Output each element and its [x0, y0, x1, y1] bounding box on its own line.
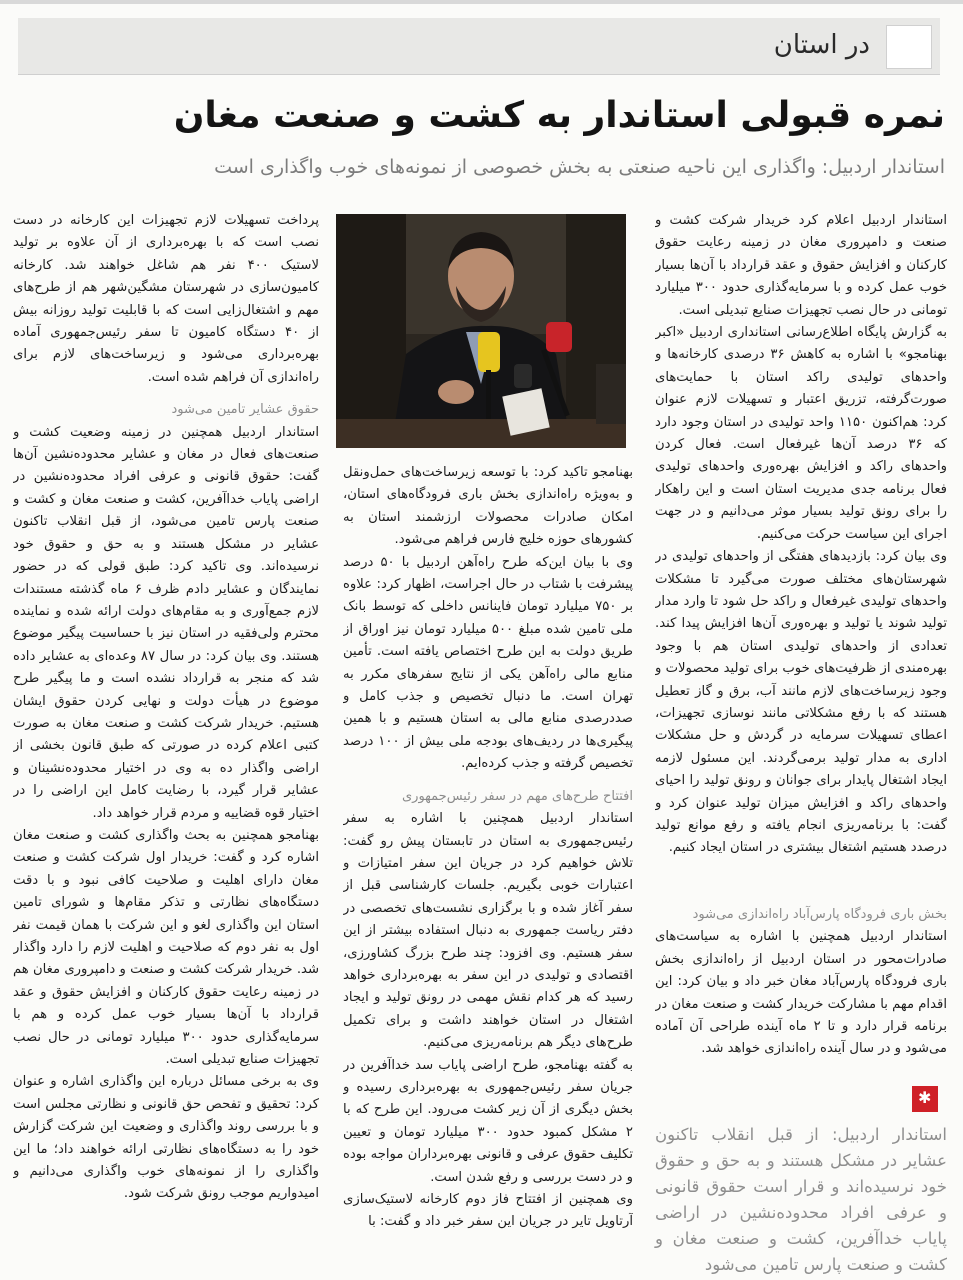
paragraph: به گزارش پایگاه اطلاع‌رسانی استانداری اردبیل «اکبر بهنامجو» با اشاره به کاهش ۳۶ درصدی کارخانه‌ها و واحدهای تولیدی راکد استان با حمایت‌های صورت‌گرفته، تزریق اعتبار و تسهیلات لازم عنوان کرد: هم‌اکنون ۱۱۵۰ واحد تولیدی در استان وجود دارد که ۳۶ درصد آن‌ها غیرفعال است. فعال کردن واحدهای راکد و افزایش بهره‌وری واحدهای تولیدی فعال برنامه جدی مدیریت استان است و این راهکار را برای رونق تولید بسیار موثر می‌دانیم و در جهت اجرای این سیاست حرکت می‌کنیم. [655, 325, 947, 542]
top-rule [0, 0, 963, 4]
subsection-title: بخش باری فرودگاه پارس‌آباد راه‌اندازی می‌شود [692, 907, 947, 922]
paragraph: استاندار اردبیل همچنین با اشاره به سفر رئیس‌جمهوری به استان در تابستان پیش رو گفت: تلاش خواهیم کرد در جریان این سفر امتیازات و اعتبارات خوبی بگیریم. جلسات کارشناسی قبل از سفر آغاز شده و با برگزاری نشست‌های تخصصی در دفتر ریاست جمهوری به دنبال استفاده بیشتر از این سفر هستیم. وی افزود: چند طرح بزرگ کشاورزی، اقتصادی و تولیدی در این سفر به بهره‌برداری خواهد رسید که هر کدام نقش مهمی در رونق تولید و ایجاد اشتغال در استان خواهند داشت و برای تکمیل طرح‌های دیگر هم برنامه‌ریزی می‌کنیم. [343, 811, 633, 1051]
paragraph: وی به برخی مسائل درباره این واگذاری اشاره و عنوان کرد: تحقیق و تفحص حق قانونی و نظارتی مجلس است و با بررسی روند واگذاری و وضعیت این شرکت گزارش خود را به دستگاه‌های نظارتی ارائه خواهند داد؛ ما این واگذاری را از نمونه‌های خوب واگذاری می‌دانیم و امیدواریم موجب رونق شرکت شود. [13, 1074, 319, 1202]
article-subhead: استاندار اردبیل: واگذاری این ناحیه صنعتی به بخش خصوصی از نمونه‌های خوب واگذاری است [214, 156, 945, 178]
speaker-at-microphones-photo [336, 214, 626, 448]
section-header-bar [18, 18, 940, 75]
paragraph: بهنامجو تاکید کرد: با توسعه زیرساخت‌های حمل‌ونقل و به‌ویژه راه‌اندازی بخش باری فرودگاه‌های استان، امکان صادرات محصولات ارزشمند استان به کشورهای حوزه خلیج فارس فراهم می‌شود. [343, 465, 633, 548]
paragraph: وی بیان کرد: بازدیدهای هفتگی از واحدهای تولیدی در شهرستان‌های مختلف صورت می‌گیرد تا مشکلات واحدهای تولیدی غیرفعال و راکد حل شود تا وارد مدار تولید شوند یا تولید و بهره‌وری آن‌ها افزایش پیدا کند. تعدادی از واحدهای تولیدی استان هم با وجود بهره‌مندی از ظرفیت‌های خوب برای تولید محصولات و وجود زیرساخت‌های لازم مانند آب، برق و گاز تعطیل هستند که با رفع مشکلاتی مانند نوسازی تجهیزات، اعطای تسهیلات سرمایه در گردش و حل مشکلات اداری به مدار تولید برمی‌گردند. این مسئول لازمه ایجاد اشتغال پایدار برای جوانان و رونق تولید را احیای واحدهای راکد و افزایش میزان تولید عنوان کرد و گفت: با برنامه‌ریزی انجام یافته و رفع موانع تولید درصدد هستیم اشتغال بیشتری در استان ایجاد کنیم. [655, 549, 947, 856]
column-right-bottom [655, 904, 947, 1084]
paragraph: به گفته بهنامجو، طرح اراضی پایاب سد خداآفرین در جریان سفر رئیس‌جمهوری به بهره‌برداری رسیده و بخش دیگری از آن زیر کشت می‌رود. این طرح که با ۲ مشکل کمبود حدود ۳۰۰ میلیارد تومان و تعیین تکلیف حقوق عرفی و قانونی بهره‌برداران مواجه بوده و در دست بررسی و رفع شدن است. [343, 1057, 633, 1185]
pull-quote: استاندار اردبیل: از قبل انقلاب تاکنون عشایر در مشکل هستند و به حق و حقوق خود نرسیده‌اند و قرار است حقوق قانونی و عرفی افراد محدوده‌نشین در اراضی پایاب خداآفرین، کشت و صنعت مغان و کشت و صنعت پارس تامین می‌شود [655, 1125, 947, 1274]
article-headline: نمره قبولی استاندار به کشت و صنعت مغان [173, 95, 945, 136]
paragraph: استاندار اردبیل همچنین با اشاره به سیاست‌های صادرات‌محور در استان اردبیل از راه‌اندازی بخش باری فرودگاه پارس‌آباد مغان خبر داد و بیان کرد: این اقدام مهم با مشارکت خریدار کشت و صنعت مغان در برنامه قرار دارد و تا ۲ ماه آینده طراحی آن آماده می‌شود و در سال آینده راه‌اندازی خواهد شد. [655, 929, 947, 1057]
red-star-icon [912, 1086, 938, 1112]
paragraph: وی با بیان این‌که طرح راه‌آهن اردبیل با ۵۰ درصد پیشرفت با شتاب در حال اجراست، اظهار کرد: علاوه بر ۷۵۰ میلیارد تومان فاینانس داخلی که توسط بانک ملی تامین شده مبلغ ۵۰۰ میلیارد تومان نیز اوراق از طریق دولت به این طرح اختصاص یافته است. تأمین منابع مالی راه‌آهن یکی از نتایج سفرهای مکرر به تهران است. ما دنبال تخصیص و جذب کامل و صددرصدی منابع مالی به استان هستیم و با همین پیگیری‌ها در ردیف‌های بودجه ملی بیش از ۱۰۰ درصد تخصیص گرفته و جذب کرده‌ایم. [343, 554, 633, 772]
paragraph: بهنامجو همچنین به بحث واگذاری کشت و صنعت مغان اشاره کرد و گفت: خریدار اول شرکت کشت و صنعت مغان دارای اهلیت و صلاحیت کافی نبود و با دقت دستگاه‌های نظارتی و تذکر مقام‌ها و شورای تامین استان این واگذاری لغو و این شرکت با همان قیمت نفر اول به نفر دوم که صلاحیت و اهلیت لازم را دارد واگذار شد. خریدار شرکت کشت و صنعت و دامپروری مغان هم در زمینه رعایت حقوق کارکنان و افزایش حقوق و عقد قرارداد با آن‌ها بسیار خوب عمل کرده و هم با سرمایه‌گذاری حدود ۳۰۰ میلیارد تومانی در حال نصب تجهیزات صنایع تبدیلی است. [13, 827, 319, 1068]
column-middle [343, 462, 633, 1280]
section-label: در استان [773, 30, 870, 60]
subsection-title: حقوق عشایر تامین می‌شود [171, 402, 319, 418]
paragraph: استاندار اردبیل همچنین در زمینه وضعیت کشت و صنعت‌های فعال در مغان و عشایر محدوده‌نشین آن‌ها گفت: حقوق قانونی و عرفی افراد محدوده‌نشین در اراضی پایاب خداآفرین، کشت و صنعت مغان و کشت و صنعت پارس تامین می‌شود، از قبل انقلاب تاکنون عشایر در مشکل هستند و به حق و حقوق خود نرسیده‌اند. وی تاکید کرد: طبق قولی که در حضور نمایندگان و عشایر دادم ظرف ۶ ماه گذشته مستندات لازم جمع‌آوری و به مقام‌های دولت ارائه شده و نماینده محترم ولی‌فقیه در استان نیز با حساسیت پیگیر موضوع هستند. وی بیان کرد: در سال ۸۷ وعده‌ای به عشایر داده شد که منجر به قرارداد نشده است و ما پیگیر طرح موضوع در هیأت دولت و نهایی کردن حقوق ایشان هستیم. خریدار شرکت کشت و صنعت مغان به صورت کتبی اعلام کرده در صورتی که طبق قانون بخشی از اراضی واگذار ده به وی در اختیار محدوده‌نشینان و عشایر قرار گیرد، با رضایت کامل این اراضی را در اختیار قوه قضاییه و مردم قرار خواهد داد. [13, 424, 319, 821]
paragraph: پرداخت تسهیلات لازم تجهیزات این کارخانه در دست نصب است که با بهره‌برداری از آن علاوه بر تولید لاستیک ۴۰۰ نفر هم شاغل خواهند شد. کارخانه کامیون‌سازی در شهرستان مشگین‌شهر هم از طرح‌های مهم و اشتغال‌زایی است که با قابلیت تولید روزانه بیش از ۴۰ دستگاه کامیون تا سفر رئیس‌جمهوری آماده بهره‌برداری می‌شود و زیرساخت‌های لازم برای راه‌اندازی آن فراهم شده است. [13, 213, 319, 385]
subsection-title: افتتاح طرح‌های مهم در سفر رئیس‌جمهوری [401, 788, 633, 804]
paragraph: استاندار اردبیل اعلام کرد خریدار شرکت کشت و صنعت و دامپروری مغان در زمینه رعایت حقوق کارکنان و افزایش حقوق و عقد قرارداد با آن‌ها بسیار خوب عمل کرده و با سرمایه‌گذاری حدود ۳۰۰ میلیارد تومانی در حال نصب تجهیزات صنایع تبدیلی است. [655, 213, 947, 318]
paragraph: وی همچنین از افتتاح فاز دوم کارخانه لاستیک‌سازی آرتاویل تایر در جریان این سفر خبر داد و گفت: با [343, 1192, 633, 1230]
column-left [13, 210, 319, 1280]
section-square-icon [886, 25, 932, 69]
column-right [655, 210, 947, 890]
